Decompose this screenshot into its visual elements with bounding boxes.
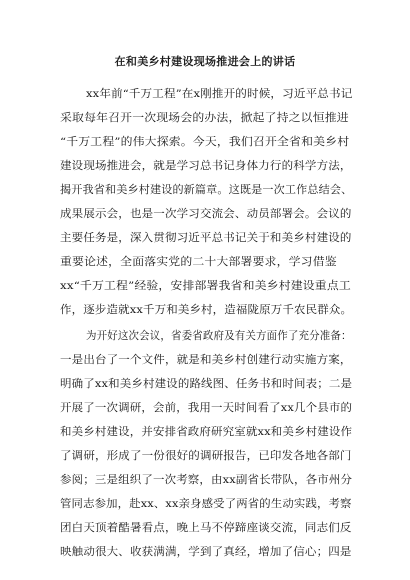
text-line: 了调研，形成了一份很好的调研报告，已印发各地各部门 [60,450,352,462]
text-line: 成果展示会，也是一次学习交流会、动员部署会。会议的 [60,208,352,220]
text-line: 映触动很大、收获满满，学到了真经，增加了信心；四是 [60,546,352,558]
text-line: “千万工程”的伟大探索。今天，我们召开全省和美乡村 [60,136,350,148]
text-line: 主要任务是，深入贯彻习近平总书记关于和美乡村建设的 [60,232,352,244]
text-line: 采取每年召开一次现场会的办法，掀起了持之以恒推进 [60,112,349,124]
text-line: 和美乡村建设，并安排省政府研究室就xx和美乡村建设作 [60,426,353,438]
text-line: 作，逐步造就xx千万和美乡村，造福陇原万千农民群众。 [60,304,353,316]
text-line: 管同志参加，赴xx、xx亲身感受了两省的生动实践，考察 [60,498,352,510]
text-line: xx年前“千万工程”在x刚推开的时候，习近平总书记 [86,88,353,100]
text-line: 揭开我省和美乡村建设的新篇章。这既是一次工作总结会、 [60,184,353,196]
text-line: 建设现场推进会，就是学习总书记身体力行的科学方法， [60,160,352,172]
text-line: 一是出台了一个文件，就是和美乡村创建行动实施方案， [60,354,352,366]
document-title: 在和美乡村建设现场推进会上的讲话 [114,55,296,68]
text-line: 为开好这次会议，省委省政府及有关方面作了充分准备： [86,330,352,342]
text-line: 明确了xx和美乡村建设的路线图、任务书和时间表；二是 [60,378,353,390]
text-line: xx“千万工程”经验，安排部署我省和美乡村建设重点工 [60,280,351,292]
text-line: 团白天顶着酷暑看点，晚上马不停蹄座谈交流，同志们反 [60,522,352,534]
text-line: 参阅；三是组织了一次考察，由xx副省长带队，各市州分 [60,474,353,486]
text-line: 重要论述，全面落实党的二十大部署要求，学习借鉴 [60,256,337,268]
text-line: 开展了一次调研，会前，我用一天时间看了xx几个县市的 [60,402,353,414]
